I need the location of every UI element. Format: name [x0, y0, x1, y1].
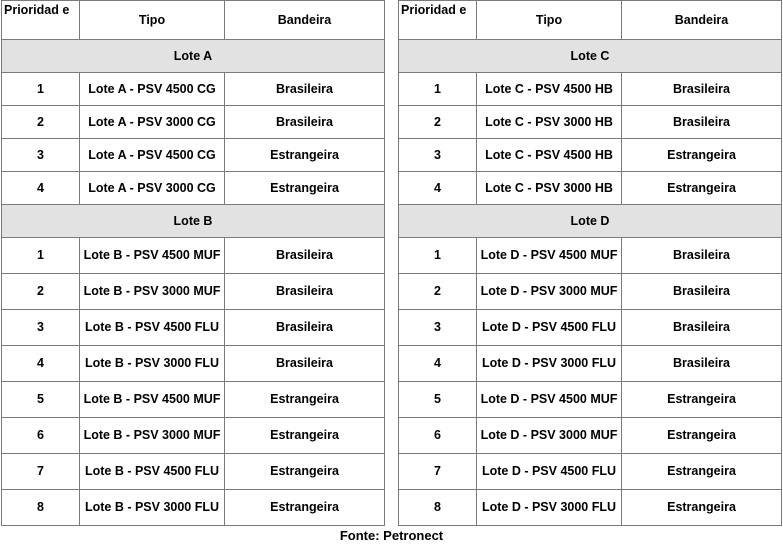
cell-prio: 4	[399, 346, 477, 382]
cell-bandeira: Estrangeira	[622, 454, 782, 490]
cell-tipo: Lote C - PSV 3000 HB	[477, 106, 622, 139]
cell-bandeira: Brasileira	[622, 238, 782, 274]
header-prioridade: Prioridad e	[399, 1, 477, 40]
cell-tipo: Lote B - PSV 4500 MUF	[80, 238, 225, 274]
section-title: Lote C	[399, 40, 782, 73]
table-row	[2, 139, 385, 172]
cell-tipo: Lote A - PSV 4500 CG	[80, 139, 225, 172]
cell-bandeira: Brasileira	[225, 274, 385, 310]
cell-tipo: Lote C - PSV 4500 HB	[477, 139, 622, 172]
cell-prio: 8	[2, 490, 80, 526]
section-header-row	[399, 205, 782, 238]
table-row	[2, 490, 385, 526]
cell-tipo: Lote B - PSV 3000 FLU	[80, 346, 225, 382]
cell-tipo: Lote B - PSV 3000 MUF	[80, 418, 225, 454]
cell-bandeira: Brasileira	[225, 310, 385, 346]
cell-bandeira: Estrangeira	[622, 490, 782, 526]
cell-bandeira: Estrangeira	[225, 139, 385, 172]
cell-bandeira: Brasileira	[622, 346, 782, 382]
cell-tipo: Lote C - PSV 3000 HB	[477, 172, 622, 205]
header-tipo: Tipo	[477, 1, 622, 40]
cell-prio: 4	[2, 346, 80, 382]
cell-bandeira: Brasileira	[225, 238, 385, 274]
cell-tipo: Lote D - PSV 4500 MUF	[477, 382, 622, 418]
cell-bandeira: Estrangeira	[622, 139, 782, 172]
table-row	[2, 172, 385, 205]
cell-prio: 6	[2, 418, 80, 454]
header-prioridade: Prioridad e	[2, 1, 80, 40]
cell-tipo: Lote D - PSV 4500 FLU	[477, 454, 622, 490]
header-bandeira: Bandeira	[225, 1, 385, 40]
cell-tipo: Lote C - PSV 4500 HB	[477, 73, 622, 106]
cell-tipo: Lote D - PSV 3000 FLU	[477, 490, 622, 526]
cell-bandeira: Estrangeira	[225, 418, 385, 454]
cell-bandeira: Estrangeira	[622, 382, 782, 418]
table-row	[399, 139, 782, 172]
cell-tipo: Lote A - PSV 4500 CG	[80, 73, 225, 106]
cell-bandeira: Brasileira	[622, 274, 782, 310]
cell-prio: 3	[2, 139, 80, 172]
cell-tipo: Lote D - PSV 3000 MUF	[477, 274, 622, 310]
cell-prio: 2	[399, 106, 477, 139]
cell-prio: 3	[2, 310, 80, 346]
cell-prio: 1	[2, 73, 80, 106]
table-row	[2, 310, 385, 346]
table-row	[2, 418, 385, 454]
cell-bandeira: Brasileira	[622, 310, 782, 346]
cell-prio: 2	[2, 106, 80, 139]
left-priority-table	[1, 0, 385, 526]
source-caption: Fonte: Petronect	[339, 528, 444, 543]
cell-prio: 5	[399, 382, 477, 418]
right-table-body	[399, 40, 782, 526]
cell-prio: 7	[2, 454, 80, 490]
table-row	[2, 382, 385, 418]
cell-bandeira: Brasileira	[225, 106, 385, 139]
cell-prio: 1	[2, 238, 80, 274]
cell-prio: 2	[399, 274, 477, 310]
section-title: Lote D	[399, 205, 782, 238]
table-row	[399, 310, 782, 346]
cell-bandeira: Brasileira	[225, 73, 385, 106]
cell-bandeira: Estrangeira	[225, 172, 385, 205]
cell-tipo: Lote D - PSV 3000 MUF	[477, 418, 622, 454]
cell-prio: 8	[399, 490, 477, 526]
section-header-row	[2, 40, 385, 73]
table-row	[399, 274, 782, 310]
cell-bandeira: Brasileira	[622, 106, 782, 139]
right-priority-table	[398, 0, 782, 526]
table-row	[2, 274, 385, 310]
table-row	[399, 454, 782, 490]
table-row	[2, 238, 385, 274]
table-row	[2, 454, 385, 490]
cell-tipo: Lote A - PSV 3000 CG	[80, 172, 225, 205]
cell-prio: 1	[399, 238, 477, 274]
table-row	[399, 106, 782, 139]
section-header-row	[2, 205, 385, 238]
section-header-row	[399, 40, 782, 73]
cell-bandeira: Estrangeira	[225, 382, 385, 418]
cell-prio: 7	[399, 454, 477, 490]
cell-tipo: Lote B - PSV 4500 MUF	[80, 382, 225, 418]
cell-prio: 4	[399, 172, 477, 205]
table-row	[399, 73, 782, 106]
cell-prio: 4	[2, 172, 80, 205]
cell-bandeira: Estrangeira	[225, 490, 385, 526]
table-row	[399, 346, 782, 382]
left-table-body	[2, 40, 385, 526]
cell-tipo: Lote D - PSV 3000 FLU	[477, 346, 622, 382]
table-row	[399, 418, 782, 454]
cell-prio: 1	[399, 73, 477, 106]
cell-bandeira: Brasileira	[225, 346, 385, 382]
cell-prio: 2	[2, 274, 80, 310]
section-title: Lote A	[2, 40, 385, 73]
cell-bandeira: Estrangeira	[225, 454, 385, 490]
header-tipo: Tipo	[80, 1, 225, 40]
cell-tipo: Lote D - PSV 4500 FLU	[477, 310, 622, 346]
section-title: Lote B	[2, 205, 385, 238]
cell-prio: 6	[399, 418, 477, 454]
cell-tipo: Lote B - PSV 4500 FLU	[80, 310, 225, 346]
table-row	[399, 490, 782, 526]
cell-bandeira: Estrangeira	[622, 418, 782, 454]
cell-bandeira: Estrangeira	[622, 172, 782, 205]
table-row	[399, 172, 782, 205]
table-row	[2, 106, 385, 139]
cell-bandeira: Brasileira	[622, 73, 782, 106]
cell-prio: 5	[2, 382, 80, 418]
cell-prio: 3	[399, 310, 477, 346]
cell-tipo: Lote D - PSV 4500 MUF	[477, 238, 622, 274]
cell-tipo: Lote B - PSV 3000 MUF	[80, 274, 225, 310]
table-row	[2, 73, 385, 106]
cell-tipo: Lote B - PSV 4500 FLU	[80, 454, 225, 490]
table-row	[2, 346, 385, 382]
cell-tipo: Lote A - PSV 3000 CG	[80, 106, 225, 139]
table-row	[399, 238, 782, 274]
table-row	[399, 382, 782, 418]
cell-tipo: Lote B - PSV 3000 FLU	[80, 490, 225, 526]
cell-prio: 3	[399, 139, 477, 172]
header-bandeira: Bandeira	[622, 1, 782, 40]
